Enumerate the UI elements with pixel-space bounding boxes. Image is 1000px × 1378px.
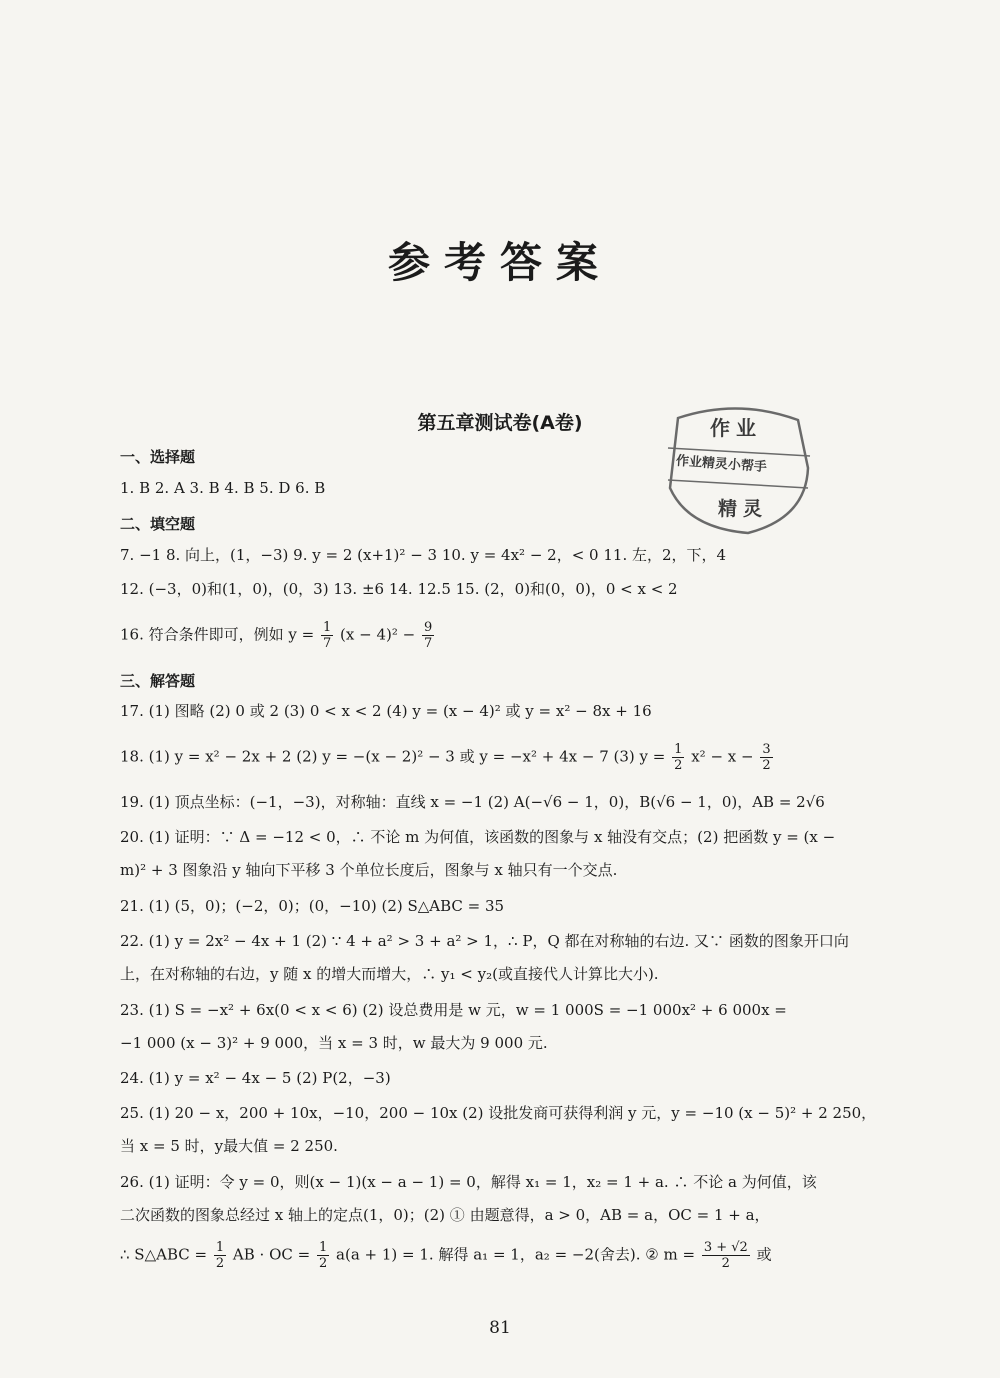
section-multiple-choice: 一、选择题	[120, 448, 196, 466]
fraction-numerator: 1	[215, 1240, 225, 1255]
fraction-denominator: 7	[424, 636, 433, 651]
answers-fill-7-11: 7. −1 8. 向上，(1，−3) 9. y = 2 (x+1)² − 3 10. y = 4x² − 2，< 0 11. 左，2，下，4	[120, 546, 727, 564]
answer-16-fraction-2	[422, 620, 434, 651]
answer-26-end: 或	[756, 1245, 772, 1264]
fraction-numerator: 3	[762, 742, 771, 757]
stamp-top-text: 作业	[710, 416, 762, 440]
fraction-denominator: 2	[318, 1256, 328, 1271]
fraction-numerator: 3 + √2	[703, 1240, 748, 1255]
answer-20-line-2: m)² + 3 图象沿 y 轴向下平移 3 个单位长度后，图象与 x 轴只有一个交点.	[120, 861, 618, 879]
answer-26-fraction-3	[702, 1240, 750, 1271]
fraction-numerator: 1	[318, 1240, 328, 1255]
fraction-numerator: 1	[322, 620, 332, 635]
answer-21: 21. (1) (5，0)；(−2，0)；(0，−10) (2) S△ABC = 35	[120, 897, 505, 915]
answer-26-fraction-1	[214, 1240, 226, 1271]
fraction-denominator: 2	[674, 758, 683, 773]
stamp-bottom-text: 精灵	[718, 498, 769, 520]
fraction-numerator: 1	[674, 742, 683, 757]
page-number: 81	[489, 1318, 511, 1338]
answer-16-fraction-1	[321, 620, 333, 651]
answer-22-line-1: 22. (1) y = 2x² − 4x + 1 (2) ∵ 4 + a² > 3 + a² > 1，∴ P，Q 都在对称轴的右边. 又∵ 函数的图象开口向	[120, 932, 849, 950]
answer-26-middle: AB · OC =	[232, 1245, 311, 1264]
answer-26-fraction-2	[317, 1240, 329, 1271]
fraction-denominator: 2	[215, 1256, 225, 1271]
answer-24: 24. (1) y = x² − 4x − 5 (2) P(2，−3)	[120, 1069, 391, 1087]
answer-26-line-2: 二次函数的图象总经过 x 轴上的定点(1，0)；(2) ① 由题意得，a > 0，AB = a，OC = 1 + a，	[120, 1206, 770, 1224]
section-problems: 三、解答题	[120, 672, 196, 690]
chapter-title: 第五章测试卷(A卷)	[417, 412, 583, 434]
answer-17: 17. (1) 图略 (2) 0 或 2 (3) 0 < x < 2 (4) y = (x − 4)² 或 y = x² − 8x + 16	[120, 702, 652, 720]
answer-16-middle: (x − 4)² −	[340, 625, 416, 644]
answers-multiple-choice: 1. B 2. A 3. B 4. B 5. D 6. B	[120, 479, 326, 497]
answer-25-line-1: 25. (1) 20 − x，200 + 10x，−10，200 − 10x (2) 设批发商可获得利润 y 元，y = −10 (x − 5)² + 2 250，	[120, 1104, 877, 1122]
answer-18	[120, 742, 880, 773]
answer-26-line-3	[120, 1240, 880, 1271]
answer-16-prefix: 16. 符合条件即可，例如 y =	[120, 625, 315, 644]
section-fill-blank: 二、填空题	[120, 515, 196, 533]
fraction-numerator: 9	[424, 620, 433, 635]
stamp-middle-text: 作业精灵小帮手	[675, 453, 768, 476]
answer-26-line-1: 26. (1) 证明：令 y = 0，则(x − 1)(x − a − 1) = 0，解得 x₁ = 1，x₂ = 1 + a. ∴ 不论 a 为何值，该	[120, 1173, 817, 1191]
answer-18-fraction-1	[672, 742, 684, 773]
answer-26-prefix: ∴ S△ABC =	[120, 1245, 208, 1264]
fraction-denominator: 2	[721, 1256, 730, 1271]
fraction-denominator: 2	[762, 758, 771, 773]
answer-18-fraction-2	[760, 742, 772, 773]
answer-23-line-2: −1 000 (x − 3)² + 9 000，当 x = 3 时，w 最大为 9 000 元.	[120, 1034, 548, 1052]
answer-22-line-2: 上，在对称轴的右边，y 随 x 的增大而增大，∴ y₁ < y₂(或直接代人计算比大小).	[120, 965, 659, 983]
fraction-denominator: 7	[322, 636, 332, 651]
answers-fill-12-15: 12. (−3，0)和(1，0)，(0，3) 13. ±6 14. 12.5 15. (2，0)和(0，0)，0 < x < 2	[120, 580, 678, 598]
answer-19: 19. (1) 顶点坐标：(−1，−3)，对称轴：直线 x = −1 (2) A(−√6 − 1，0)，B(√6 − 1，0)，AB = 2√6	[120, 793, 825, 811]
answer-25-line-2: 当 x = 5 时，y最大值 = 2 250.	[120, 1137, 338, 1155]
page-title: 参考答案	[387, 238, 612, 287]
answer-20-line-1: 20. (1) 证明：∵ Δ = −12 < 0，∴ 不论 m 为何值，该函数的图象与 x 轴没有交点；(2) 把函数 y = (x −	[120, 828, 836, 846]
answer-23-line-1: 23. (1) S = −x² + 6x(0 < x < 6) (2) 设总费用是 w 元，w = 1 000S = −1 000x² + 6 000x =	[120, 1001, 787, 1019]
watermark-stamp	[658, 398, 818, 538]
answer-fill-16	[120, 620, 880, 651]
answer-26-middle-2: a(a + 1) = 1. 解得 a₁ = 1，a₂ = −2(舍去). ② m =	[336, 1245, 696, 1264]
answer-18-middle: x² − x −	[691, 747, 754, 766]
answer-18-prefix: 18. (1) y = x² − 2x + 2 (2) y = −(x − 2)² − 3 或 y = −x² + 4x − 7 (3) y =	[120, 747, 666, 766]
